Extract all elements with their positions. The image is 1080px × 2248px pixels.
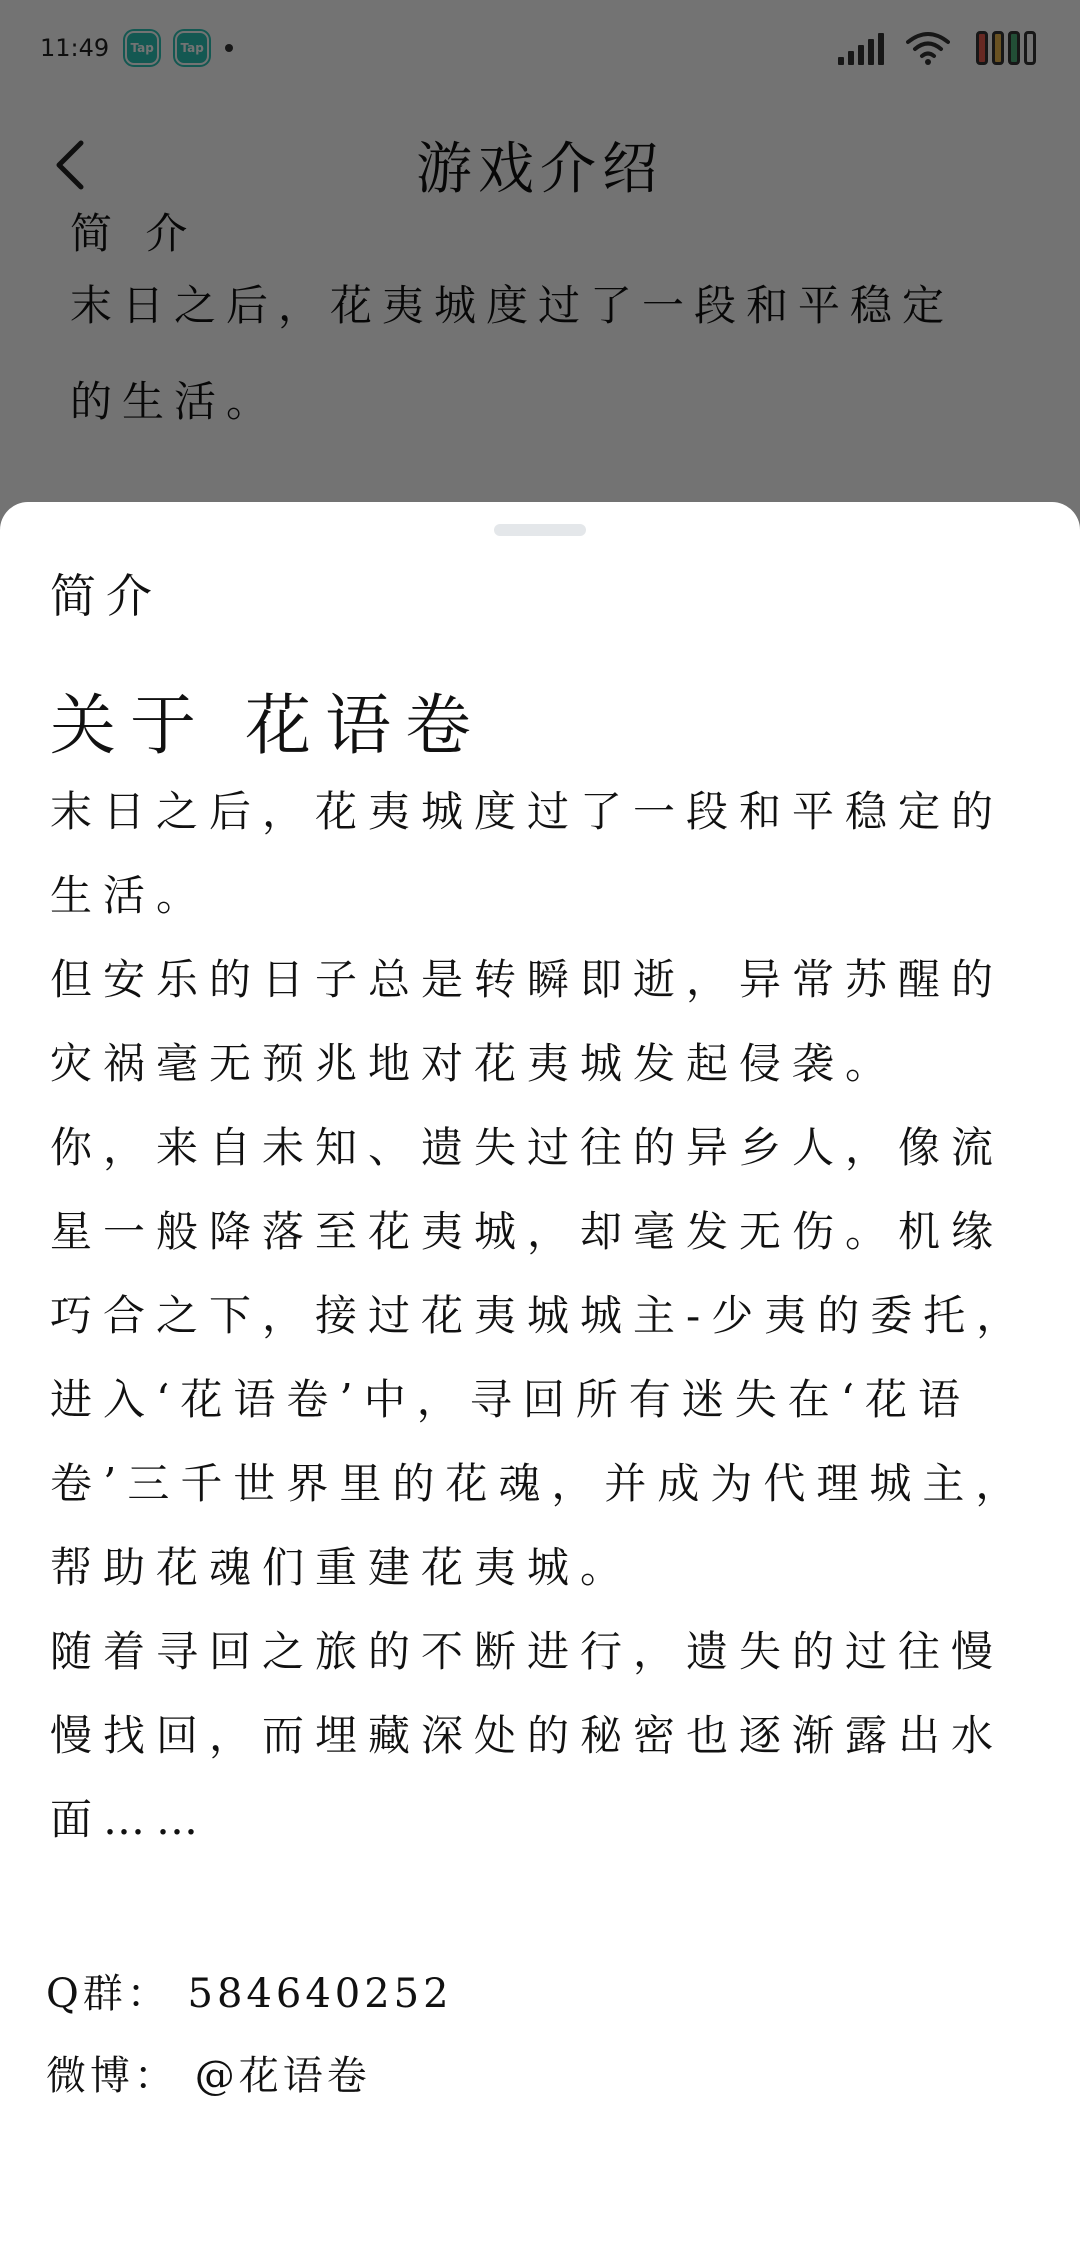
description-paragraph: 你，来自未知、遗失过往的异乡人，像流星一般降落至花夷城，却毫发无伤。机缘巧合之下，接过花夷城城主-少夷的委托，进入‘花语卷’中，寻回所有迷失在‘花语卷’三千世界里的花魂，并成为代理城主，帮助花魂们重建花夷城。	[50, 1123, 1030, 1592]
bottom-sheet	[0, 502, 1080, 2248]
description-paragraph: 末日之后，花夷城度过了一段和平稳定的生活。	[50, 787, 1005, 920]
drag-handle[interactable]	[494, 524, 586, 536]
section-label: 简介	[50, 569, 162, 623]
description-paragraph: 随着寻回之旅的不断进行，遗失的过往慢慢找回，而埋藏深处的秘密也逐渐露出水面……	[50, 1627, 1005, 1844]
description-paragraph: 但安乐的日子总是转瞬即逝，异常苏醒的灾祸毫无预兆地对花夷城发起侵袭。	[50, 955, 1005, 1088]
game-description	[50, 770, 1030, 1862]
sheet-title: 关于 花语卷	[50, 687, 485, 764]
weibo-handle[interactable]: @花语卷	[194, 2053, 371, 2099]
weibo-row	[46, 2044, 1026, 2101]
weibo-label: 微博：	[46, 2053, 178, 2099]
qq-group-label: Q群：	[46, 1971, 171, 2017]
qq-group-number[interactable]: 584640252	[187, 1971, 453, 2017]
qq-group-row	[46, 1962, 1026, 2019]
